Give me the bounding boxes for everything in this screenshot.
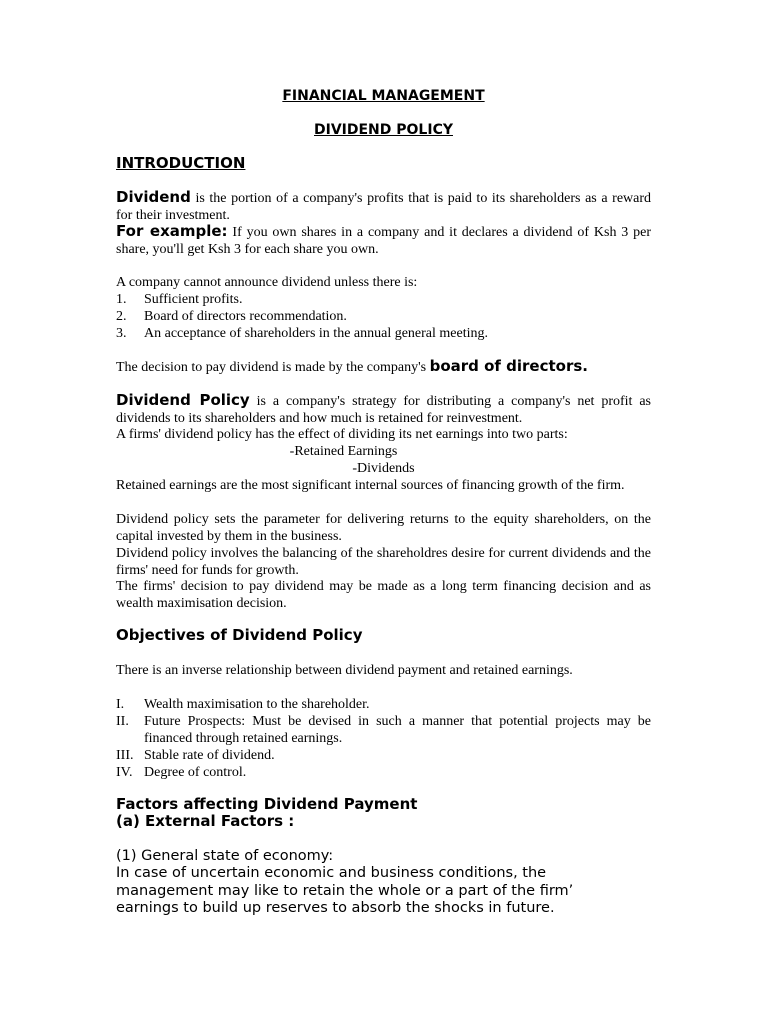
firms-decision-paragraph: The firms' decision to pay dividend may be made as a long term financing decision and as wealth maximisation decision.: [116, 579, 651, 611]
policy-definition: [116, 392, 651, 427]
decision-term: board of directors.: [429, 357, 588, 375]
objectives-heading: Objectives of Dividend Policy: [116, 626, 363, 644]
conditions-list: [116, 291, 651, 342]
list-item: 2. Board of directors recommendation.: [116, 309, 347, 324]
decision-paragraph: [116, 358, 651, 376]
inverse-relationship-text: There is an inverse relationship between dividend payment and retained earnings.: [116, 663, 573, 678]
part-retained-earnings: -Retained Earnings: [289, 444, 398, 459]
introduction-heading: INTRODUCTION: [116, 154, 246, 172]
example-text: If you own shares in a company and it declares a dividend of Ksh 3 per share, you'll get Ksh 3 for each share you own.: [116, 225, 652, 257]
dividend-definition-text: is the portion of a company's profits that is paid to its shareholders as a reward for their investment.: [116, 191, 652, 223]
list-item: 1. Sufficient profits.: [116, 292, 243, 307]
conditions-intro: A company cannot announce dividend unless there is:: [116, 275, 418, 290]
two-parts-text: A firms' dividend policy has the effect of dividing its net earnings into two parts:: [116, 427, 568, 442]
list-item: I. Wealth maximisation to the shareholder.: [116, 697, 370, 712]
balancing-paragraph: Dividend policy involves the balancing of the shareholdres desire for current dividends and the firms' need for funds for growth.: [116, 546, 651, 578]
list-item: IV. Degree of control.: [116, 765, 247, 780]
general-state-heading: (1) General state of economy:: [116, 848, 334, 864]
dividend-definition: [116, 189, 651, 224]
document-title: FINANCIAL MANAGEMENT: [282, 88, 485, 104]
list-item: III. Stable rate of dividend.: [116, 748, 275, 763]
dividend-term: Dividend: [116, 188, 191, 206]
list-item: II. Future Prospects: Must be devised in such a manner that potential projects may be financed through retained earnings.: [116, 714, 651, 746]
general-state-text: In case of uncertain economic and business conditions, the management may like to retain the whole or a part of the firm’ earnings to build up reserves to absorb the shocks in future.: [116, 865, 574, 916]
part-dividends: -Dividends: [352, 461, 415, 476]
list-item: 3. An acceptance of shareholders in the annual general meeting.: [116, 326, 489, 341]
external-factors-heading: (a) External Factors :: [116, 812, 295, 830]
objectives-list: [116, 696, 651, 781]
decision-text: The decision to pay dividend is made by the company's: [116, 360, 427, 375]
policy-definition-text: is a company's strategy for distributing a company's net profit as dividends to its shareholders and how much is retained for reinvestment.: [116, 394, 652, 426]
policy-term: Dividend Policy: [116, 391, 250, 409]
example-term: For example:: [116, 222, 228, 240]
example-paragraph: [116, 223, 651, 258]
sets-parameter-paragraph: Dividend policy sets the parameter for delivering returns to the equity shareholders, on the capital invested by them in the business.: [116, 512, 651, 544]
factors-heading: Factors affecting Dividend Payment: [116, 795, 418, 813]
document-subtitle: DIVIDEND POLICY: [314, 122, 453, 138]
retained-paragraph: Retained earnings are the most significant internal sources of financing growth of the firm.: [116, 478, 625, 493]
